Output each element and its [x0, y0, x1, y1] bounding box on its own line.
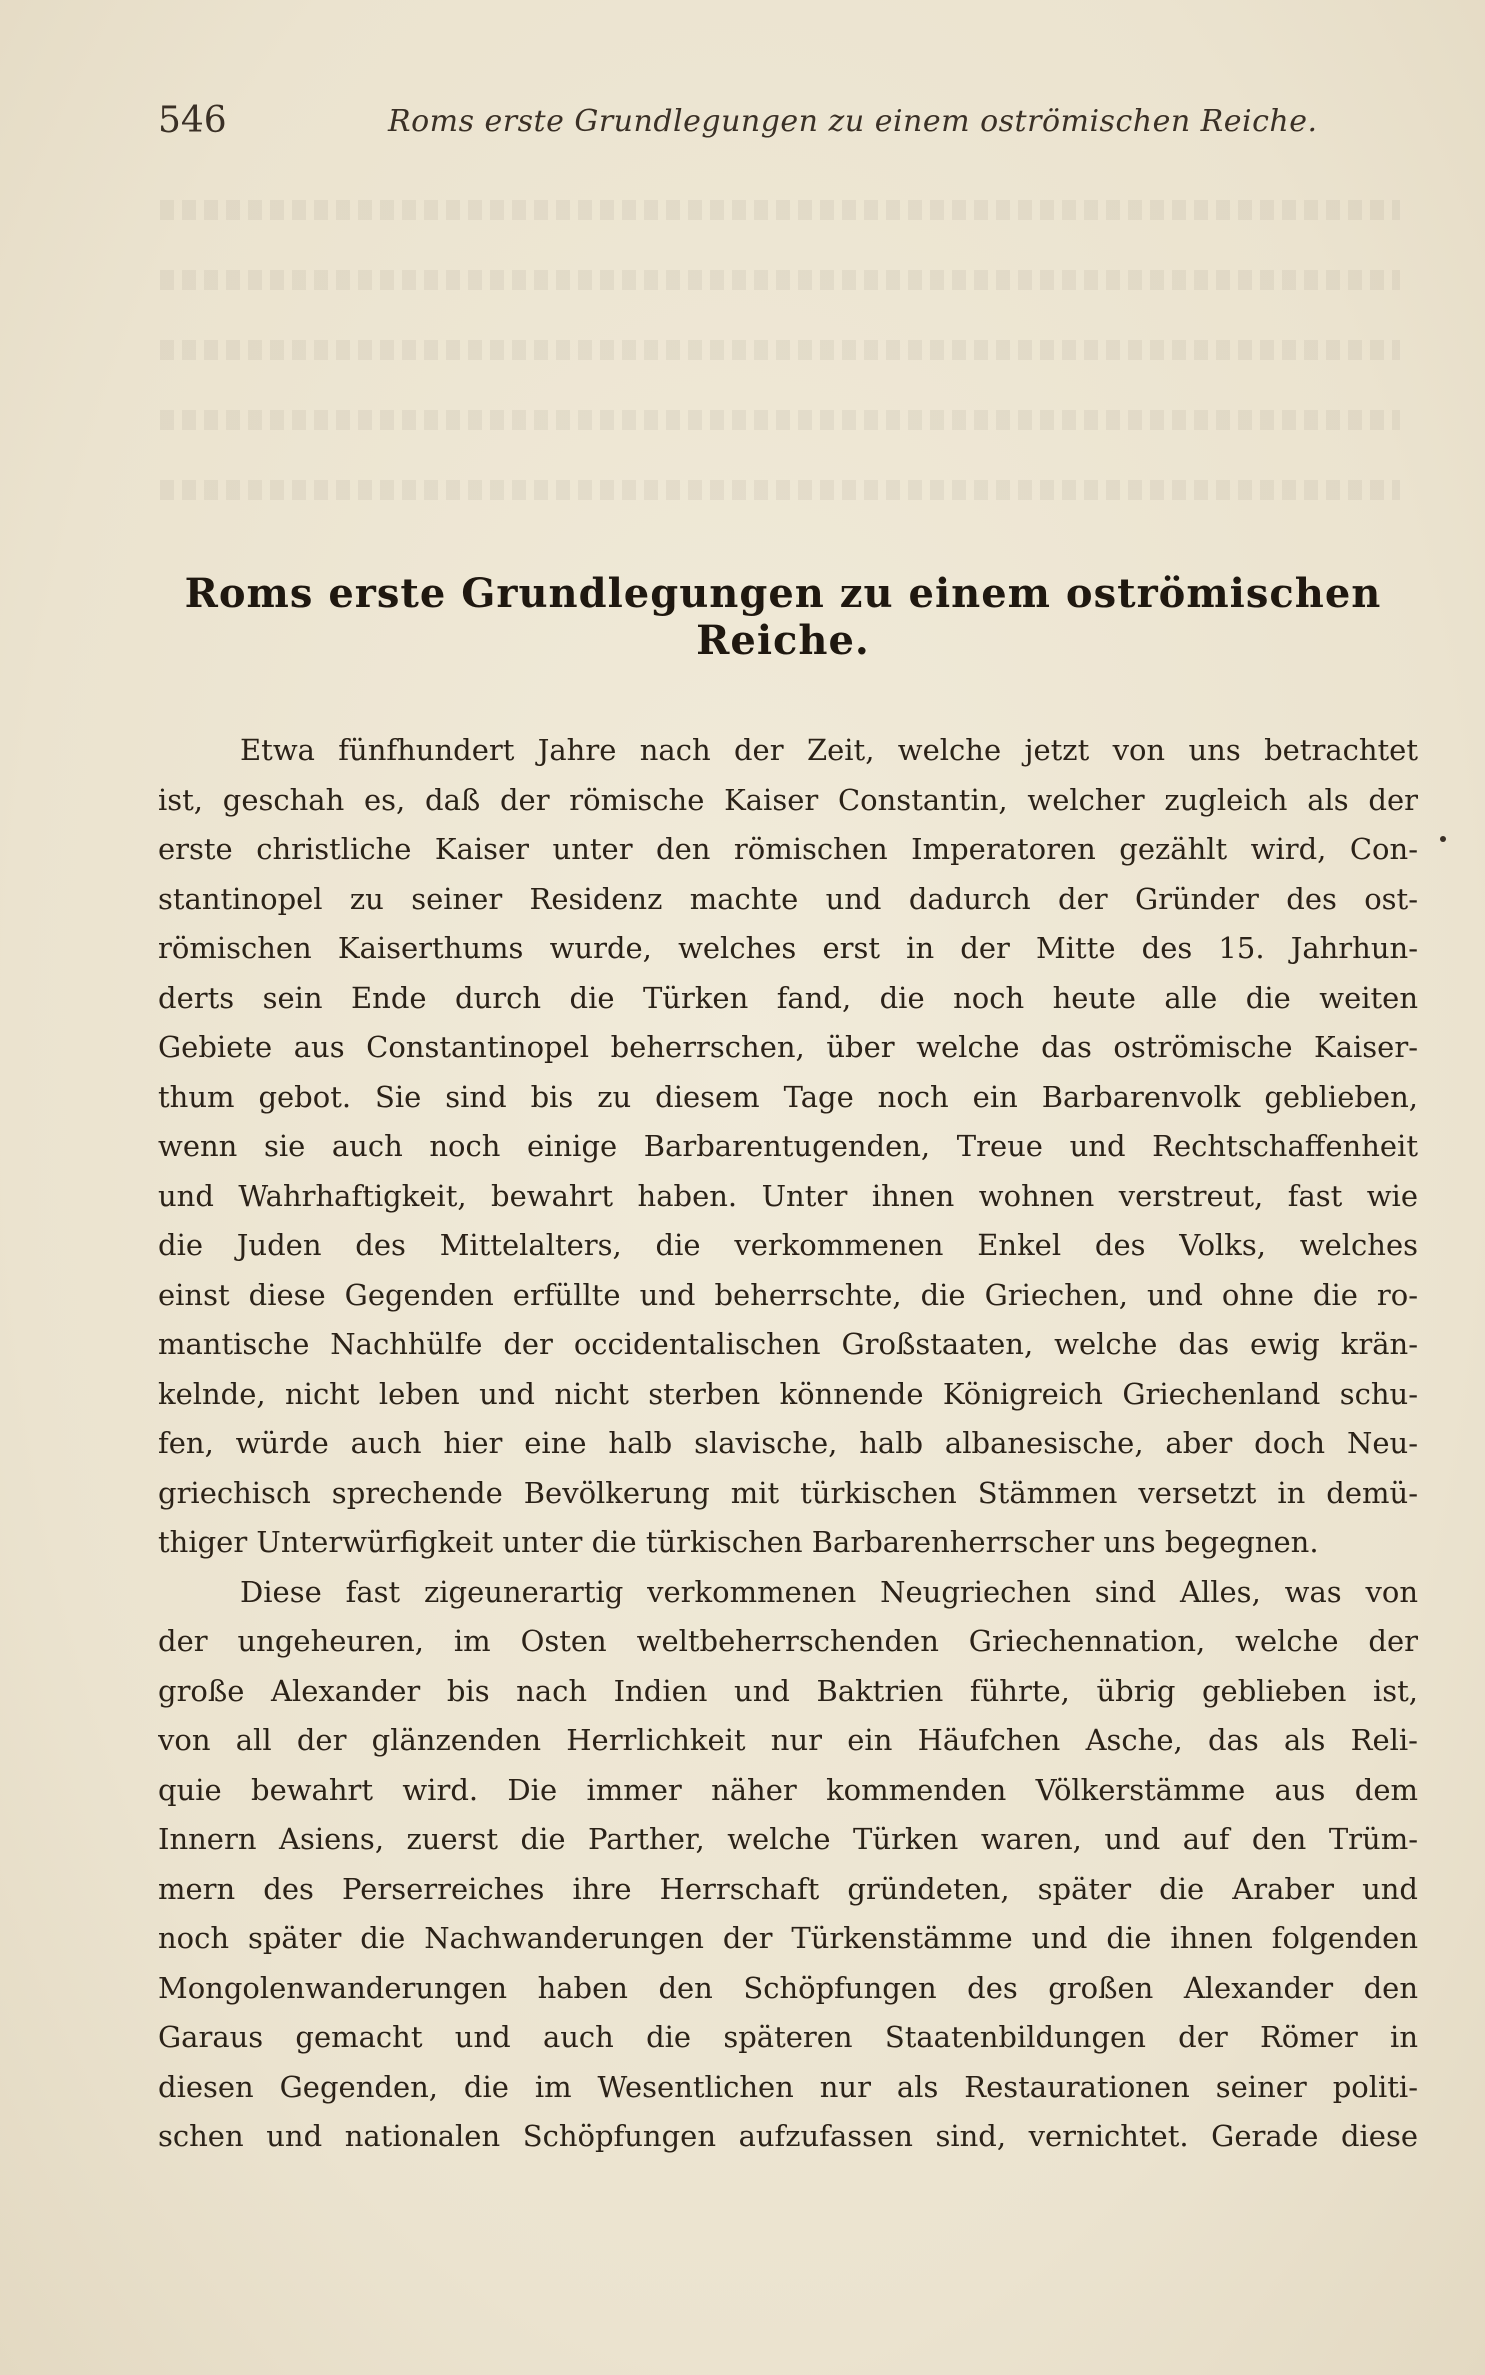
show-through-text	[160, 410, 1400, 430]
text-line: thum gebot. Sie sind bis zu diesem Tage noch ein Barbarenvolk geblieben,	[158, 1079, 1418, 1114]
text-line: Etwa fünfhundert Jahre nach der Zeit, welche jetzt von uns betrachtet	[240, 733, 1418, 767]
show-through-text	[160, 480, 1400, 500]
text-line: große Alexander bis nach Indien und Baktrien führte, übrig geblieben ist,	[158, 1673, 1418, 1708]
page-number: 546	[158, 100, 227, 141]
text-line: Innern Asiens, zuerst die Parther, welche Türken waren, und auf den Trüm-	[158, 1822, 1418, 1856]
text-line: erste christliche Kaiser unter den römischen Imperatoren gezählt wird, Con-	[158, 832, 1418, 866]
text-line: von all der glänzenden Herrlichkeit nur ein Häufchen Asche, das als Reli-	[158, 1723, 1418, 1757]
text-line: und Wahrhaftigkeit, bewahrt haben. Unter ihnen wohnen verstreut, fast wie	[158, 1178, 1418, 1213]
text-line: fen, würde auch hier eine halb slavische, halb albanesische, aber doch Neu-	[158, 1426, 1418, 1460]
text-line: ist, geschah es, daß der römische Kaiser Constantin, welcher zugleich als der	[158, 782, 1418, 817]
show-through-text	[160, 200, 1400, 220]
text-line: derts sein Ende durch die Türken fand, die noch heute alle die weiten	[158, 980, 1418, 1015]
text-line: römischen Kaiserthums wurde, welches erst in der Mitte des 15. Jahrhun-	[158, 931, 1418, 965]
text-line: quie bewahrt wird. Die immer näher kommenden Völkerstämme aus dem	[158, 1772, 1418, 1807]
text-line: schen und nationalen Schöpfungen aufzufassen sind, vernichtet. Gerade diese	[158, 2119, 1418, 2153]
margin-mark	[1440, 836, 1446, 842]
text-line: thiger Unterwürfigkeit unter die türkischen Barbarenherrscher uns begegnen.	[158, 1525, 1319, 1559]
text-line: die Juden des Mittelalters, die verkommenen Enkel des Volks, welches	[158, 1228, 1418, 1262]
running-head	[158, 92, 1408, 152]
text-line: stantinopel zu seiner Residenz machte und dadurch der Gründer des ost-	[158, 881, 1418, 916]
text-line: einst diese Gegenden erfüllte und beherrschte, die Griechen, und ohne die ro-	[158, 1277, 1418, 1312]
chapter-title: Roms erste Grundlegungen zu einem oströmischen Reiche.	[184, 570, 1382, 664]
text-line: Garaus gemacht und auch die späteren Staatenbildungen der Römer in	[158, 2020, 1418, 2054]
text-line: Mongolenwanderungen haben den Schöpfungen des großen Alexander den	[158, 1970, 1418, 2005]
text-line: griechisch sprechende Bevölkerung mit türkischen Stämmen versetzt in demü-	[158, 1475, 1418, 1510]
text-line: mern des Perserreiches ihre Herrschaft gründeten, später die Araber und	[158, 1871, 1418, 1906]
text-line: mantische Nachhülfe der occidentalischen Großstaaten, welche das ewig krän-	[158, 1327, 1418, 1361]
text-line: noch später die Nachwanderungen der Türkenstämme und die ihnen folgenden	[158, 1921, 1418, 1955]
running-title: Roms erste Grundlegungen zu einem oströmischen Reiche.	[388, 104, 1318, 139]
show-through-text	[160, 270, 1400, 290]
text-line: kelnde, nicht leben und nicht sterben könnende Königreich Griechenland schu-	[158, 1376, 1418, 1411]
text-line: Diese fast zigeunerartig verkommenen Neugriechen sind Alles, was von	[240, 1574, 1418, 1609]
text-line: diesen Gegenden, die im Wesentlichen nur als Restaurationen seiner politi-	[158, 2069, 1418, 2104]
body-text	[158, 726, 1418, 2162]
text-line: der ungeheuren, im Osten weltbeherrschenden Griechennation, welche der	[158, 1624, 1418, 1658]
text-line: wenn sie auch noch einige Barbarentugenden, Treue und Rechtschaffenheit	[158, 1129, 1418, 1163]
show-through-text	[160, 340, 1400, 360]
text-line: Gebiete aus Constantinopel beherrschen, über welche das oströmische Kaiser-	[158, 1030, 1418, 1064]
